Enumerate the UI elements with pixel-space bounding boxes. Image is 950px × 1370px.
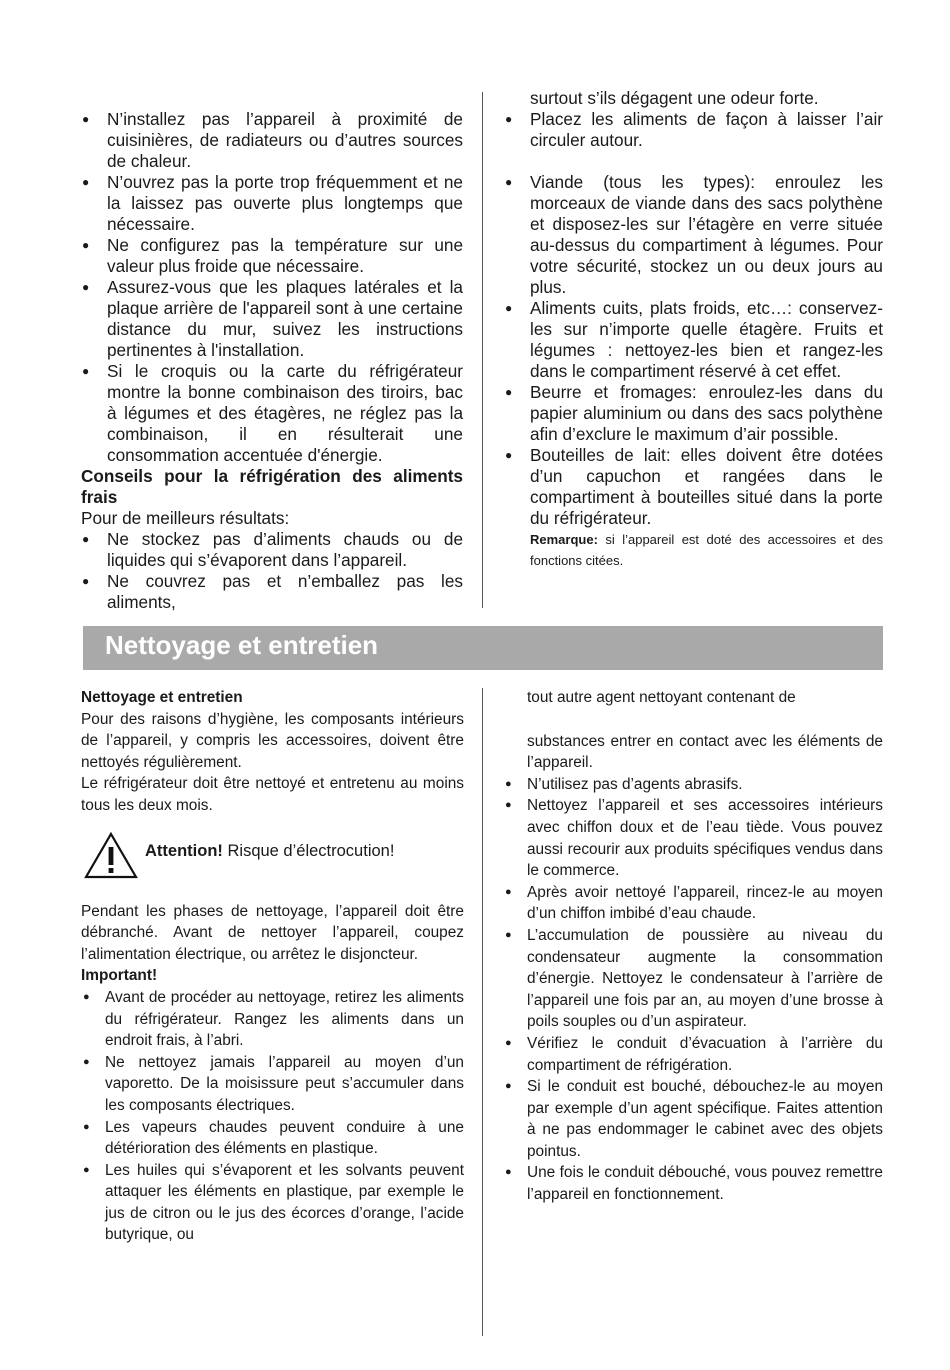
note bbox=[504, 529, 883, 571]
list-item: ● Placez les aliments de façon à laisser l’air circuler autour. bbox=[504, 109, 883, 151]
continuation-text: surtout s’ils dégagent une odeur forte. bbox=[530, 88, 819, 108]
bottom-left-column bbox=[81, 687, 464, 1246]
list-item: ● Les huiles qui s’évaporent et les solvants peuvent attaquer les éléments en plastique, par exemple le jus de citron ou le jus des écorces d’orange, l’acide butyrique, ou bbox=[81, 1160, 464, 1246]
list-item: ● Avant de procéder au nettoyage, retirez les aliments du réfrigérateur. Rangez les aliments dans un endroit frais, à l’abri. bbox=[81, 987, 464, 1052]
list-item: ● Après avoir nettoyé l’appareil, rincez-le au moyen d’un chiffon imbibé d’eau chaude. bbox=[503, 882, 883, 925]
note-text: si l’appareil est doté des accessoires et des fonctions citées. bbox=[530, 532, 883, 568]
list-item: ● Assurez-vous que les plaques latérales et la plaque arrière de l'appareil sont à une certaine distance du mur, suivez les instructions pertinentes à l'installation. bbox=[81, 277, 463, 361]
section-title: Nettoyage et entretien bbox=[105, 630, 379, 660]
list-item: ● N’ouvrez pas la porte trop fréquemment et ne la laissez pas ouverte plus longtemps que nécessaire. bbox=[81, 172, 463, 235]
cleaning-heading: Nettoyage et entretien bbox=[81, 689, 243, 706]
warning-block bbox=[81, 831, 464, 893]
top-left-column bbox=[81, 109, 463, 613]
list-item: ● L’accumulation de poussière au niveau du condensateur augmente la consommation d’énergie. Nettoyez le condensateur à l’arrière de l’appareil une fois par an, au moyen d’une brosse à poils souples ou d’un aspirateur. bbox=[503, 925, 883, 1033]
list-item: ● N’utilisez pas d’agents abrasifs. bbox=[503, 774, 883, 796]
section-banner bbox=[83, 626, 883, 670]
food-storage-list bbox=[504, 172, 883, 529]
list-item: ● Nettoyez l’appareil et ses accessoires intérieurs avec chiffon doux et de l’eau tiède. Vous pouvez aussi recourir aux produits spécifiques vendus dans le commerce. bbox=[503, 795, 883, 881]
list-item: ● Beurre et fromages: enroulez-les dans du papier aluminium ou dans des sacs polythène afin d’exclure le maximum d’air possible. bbox=[504, 382, 883, 445]
warning-message: Risque d’électrocution! bbox=[222, 841, 395, 860]
column-divider-bottom bbox=[482, 688, 483, 1336]
continuation-text-2: substances entrer en contact avec les éléments de l’appareil. bbox=[527, 732, 883, 772]
list-item: ● Ne nettoyez jamais l’appareil au moyen d’un vaporetto. De la moisissure peut s’accumuler dans les composants électriques. bbox=[81, 1052, 464, 1117]
bottom-right-column bbox=[503, 687, 883, 1206]
unplug-paragraph: Pendant les phases de nettoyage, l’appareil doit être débranché. Avant de nettoyer l’appareil, coupez l’alimentation électrique, ou arrêtez le disjoncteur. bbox=[81, 902, 464, 963]
list-item: ● Bouteilles de lait: elles doivent être dotées d’un capuchon et rangées dans le compartiment à bouteilles situé dans la porte du réfrigérateur. bbox=[504, 445, 883, 529]
fresh-food-heading: Conseils pour la réfrigération des aliments frais bbox=[81, 466, 463, 507]
list-item: ● Ne configurez pas la température sur une valeur plus froide que nécessaire. bbox=[81, 235, 463, 277]
frequency-paragraph: Le réfrigérateur doit être nettoyé et entretenu au moins tous les deux mois. bbox=[81, 775, 464, 814]
warning-text bbox=[145, 841, 394, 863]
continuation-text-1: tout autre agent nettoyant contenant de bbox=[527, 689, 796, 706]
cleaning-instructions-list bbox=[503, 774, 883, 1206]
hygiene-paragraph: Pour des raisons d’hygiène, les composants intérieurs de l’appareil, y compris les accessoires, doivent être nettoyés régulièrement. bbox=[81, 710, 464, 771]
list-item: ● Si le croquis ou la carte du réfrigérateur montre la bonne combinaison des tiroirs, bac à légumes et des étagères, ne réglez pas la combinaison, il en résulterait une consommation accentuée d'énergie. bbox=[81, 361, 463, 466]
tips-list bbox=[81, 109, 463, 466]
list-item: ● Les vapeurs chaudes peuvent conduire à une détérioration des éléments en plastique. bbox=[81, 1117, 464, 1160]
important-heading: Important! bbox=[81, 967, 158, 985]
air-circulation-list bbox=[504, 109, 883, 151]
cleaning-precautions-list bbox=[81, 987, 464, 1246]
list-item: ● Viande (tous les types): enroulez les morceaux de viande dans des sacs polythène et disposez-les sur l’étagère en verre située au-dessus du compartiment à légumes. Pour votre sécurité, stockez un ou deux jours au plus. bbox=[504, 172, 883, 298]
fresh-food-list bbox=[81, 529, 463, 613]
warning-label: Attention! bbox=[145, 841, 223, 860]
list-item: ● Une fois le conduit débouché, vous pouvez remettre l’appareil en fonctionnement. bbox=[503, 1162, 883, 1205]
list-item: ● Si le conduit est bouché, débouchez-le au moyen par exemple d’un agent spécifique. Faites attention à ne pas endommager le cabinet avec des objets pointus. bbox=[503, 1076, 883, 1162]
note-label: Remarque: bbox=[530, 532, 598, 547]
top-right-column bbox=[504, 88, 883, 571]
list-item: ● Vérifiez le conduit d’évacuation à l’arrière du compartiment de réfrigération. bbox=[503, 1033, 883, 1076]
list-item: ● N’installez pas l’appareil à proximité de cuisinières, de radiateurs ou d’autres sources de chaleur. bbox=[81, 109, 463, 172]
list-item: ● Ne couvrez pas et n’emballez pas les aliments, bbox=[81, 571, 463, 613]
list-item: ● Ne stockez pas d’aliments chauds ou de liquides qui s’évaporent dans l’appareil. bbox=[81, 529, 463, 571]
column-divider-top bbox=[482, 92, 483, 608]
list-item: ● Aliments cuits, plats froids, etc…: conservez-les sur n’importe quelle étagère. Fruits et légumes : nettoyez-les bien et rangez-les dans le compartiment réservé à cet effet. bbox=[504, 298, 883, 382]
best-results-intro: Pour de meilleurs résultats: bbox=[81, 508, 290, 528]
warning-triangle-icon bbox=[83, 831, 139, 879]
